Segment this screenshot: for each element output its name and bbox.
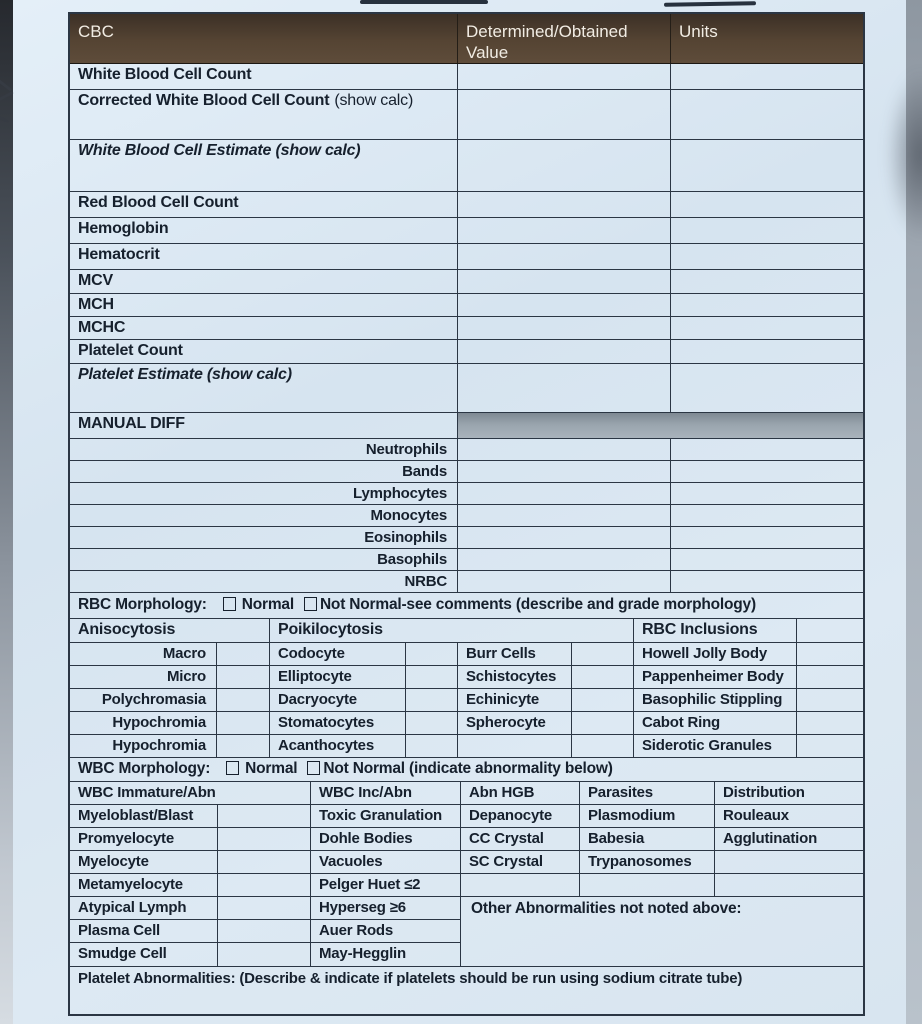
diff-row-neutrophils bbox=[70, 439, 863, 461]
parasite-label: Plasmodium bbox=[588, 807, 676, 824]
units-cell bbox=[670, 505, 863, 526]
wbc-grid-header bbox=[70, 782, 863, 805]
option-normal: Normal bbox=[245, 760, 298, 777]
header-units: Units bbox=[670, 14, 863, 63]
grade-cell bbox=[405, 643, 457, 665]
poikilocytosis-label: Echinicyte bbox=[466, 691, 540, 708]
grade-cell bbox=[796, 666, 863, 688]
units-cell bbox=[670, 270, 863, 293]
grade-cell bbox=[216, 666, 269, 688]
diff-label: Bands bbox=[402, 463, 447, 480]
rbc-grid-row bbox=[70, 666, 863, 689]
value-cell bbox=[457, 527, 670, 548]
row-platelet-estimate bbox=[70, 364, 863, 413]
rbc-grid-row bbox=[70, 712, 863, 735]
row-wbc-estimate bbox=[70, 140, 863, 192]
grade-cell bbox=[217, 897, 310, 919]
parasite-label: Babesia bbox=[588, 830, 645, 847]
row-mchc bbox=[70, 317, 863, 340]
units-cell bbox=[670, 218, 863, 243]
row-rbc-count bbox=[70, 192, 863, 218]
checkbox-normal-icon bbox=[226, 761, 239, 775]
header-distribution: Distribution bbox=[714, 782, 863, 804]
header-rbc-inclusions: RBC Inclusions bbox=[633, 619, 796, 642]
grade-cell bbox=[571, 666, 633, 688]
wbc-grid-row bbox=[70, 920, 460, 943]
inclusion-label: Howell Jolly Body bbox=[642, 645, 767, 662]
row-label: White Blood Cell Estimate (show calc) bbox=[78, 142, 361, 159]
row-label: MCV bbox=[78, 272, 113, 289]
wbc-grid-bottom bbox=[70, 897, 863, 967]
units-cell bbox=[670, 461, 863, 482]
grade-cell bbox=[571, 735, 633, 757]
value-cell bbox=[457, 364, 670, 412]
diff-row-eosinophils bbox=[70, 527, 863, 549]
grade-cell bbox=[571, 712, 633, 734]
wbc-grid-row bbox=[70, 897, 460, 920]
row-hemoglobin bbox=[70, 218, 863, 244]
value-cell bbox=[457, 140, 670, 191]
poikilocytosis-label: Dacryocyte bbox=[278, 691, 357, 708]
value-cell bbox=[457, 571, 670, 592]
distribution-label: Agglutination bbox=[723, 830, 818, 847]
units-cell bbox=[670, 317, 863, 339]
row-platelet-count bbox=[70, 340, 863, 364]
poikilocytosis-label: Stomatocytes bbox=[278, 714, 374, 731]
diff-row-nrbc bbox=[70, 571, 863, 593]
diff-row-monocytes bbox=[70, 505, 863, 527]
row-label: Corrected White Blood Cell Count bbox=[78, 92, 330, 109]
poikilocytosis-label: Acanthocytes bbox=[278, 737, 374, 754]
platelet-abnormalities-row bbox=[70, 967, 863, 1014]
inclusion-label: Siderotic Granules bbox=[642, 737, 772, 754]
anisocytosis-label: Macro bbox=[162, 645, 206, 662]
checkbox-not-normal-icon bbox=[304, 597, 317, 611]
grade-cell bbox=[405, 712, 457, 734]
value-cell bbox=[457, 192, 670, 217]
value-cell bbox=[457, 439, 670, 460]
row-wbc-count bbox=[70, 64, 863, 90]
units-cell bbox=[670, 549, 863, 570]
wbc-grid-row bbox=[70, 851, 863, 874]
diff-row-bands bbox=[70, 461, 863, 483]
diff-label: NRBC bbox=[404, 573, 447, 590]
value-cell bbox=[457, 90, 670, 139]
grade-cell bbox=[796, 689, 863, 711]
row-hematocrit bbox=[70, 244, 863, 270]
grade-cell bbox=[405, 735, 457, 757]
row-label: Red Blood Cell Count bbox=[78, 194, 239, 211]
wbc-morphology-heading: WBC Morphology: bbox=[78, 760, 211, 777]
value-cell bbox=[457, 244, 670, 269]
units-cell bbox=[670, 64, 863, 89]
diff-row-lymphocytes bbox=[70, 483, 863, 505]
header-parasites: Parasites bbox=[579, 782, 714, 804]
parasite-label: Trypanosomes bbox=[588, 853, 692, 870]
rbc-grid-row bbox=[70, 643, 863, 666]
cbc-form-table bbox=[68, 12, 865, 1016]
row-label: Platelet Count bbox=[78, 342, 183, 359]
header-abn-hgb: Abn HGB bbox=[460, 782, 579, 804]
immature-label: Smudge Cell bbox=[78, 945, 167, 962]
row-label: White Blood Cell Count bbox=[78, 66, 252, 83]
grade-cell bbox=[217, 828, 310, 850]
value-cell bbox=[457, 317, 670, 339]
value-cell bbox=[457, 218, 670, 243]
inc-abn-label: Vacuoles bbox=[319, 853, 383, 870]
rbc-grid-header bbox=[70, 619, 863, 643]
inc-abn-label: Dohle Bodies bbox=[319, 830, 413, 847]
row-label: Hematocrit bbox=[78, 246, 160, 263]
value-cell bbox=[457, 270, 670, 293]
cutoff-mark bbox=[360, 0, 488, 4]
units-cell bbox=[670, 527, 863, 548]
poikilocytosis-label: Schistocytes bbox=[466, 668, 557, 685]
inclusion-label: Basophilic Stippling bbox=[642, 691, 783, 708]
units-cell bbox=[670, 140, 863, 191]
poikilocytosis-label: Codocyte bbox=[278, 645, 345, 662]
header-cbc: CBC bbox=[78, 22, 114, 41]
wbc-grid-row bbox=[70, 943, 460, 966]
handwriting-mark bbox=[0, 91, 14, 102]
wbc-grid-row bbox=[70, 874, 863, 897]
header-anisocytosis: Anisocytosis bbox=[78, 621, 176, 638]
grade-cell bbox=[217, 943, 310, 966]
immature-label: Plasma Cell bbox=[78, 922, 161, 939]
grade-cell bbox=[571, 689, 633, 711]
units-cell bbox=[670, 483, 863, 504]
option-not-normal: Not Normal-see comments (describe and grade morphology) bbox=[319, 596, 756, 613]
units-cell bbox=[670, 294, 863, 316]
rbc-grid-row bbox=[70, 735, 863, 758]
value-cell bbox=[457, 461, 670, 482]
grade-cell bbox=[216, 689, 269, 711]
diff-label: Neutrophils bbox=[365, 441, 447, 458]
background-left-edge bbox=[0, 0, 13, 1024]
units-cell bbox=[670, 244, 863, 269]
immature-label: Myeloblast/Blast bbox=[78, 807, 194, 824]
poikilocytosis-label: Spherocyte bbox=[466, 714, 546, 731]
rbc-grid-row bbox=[70, 689, 863, 712]
inclusion-label: Cabot Ring bbox=[642, 714, 720, 731]
anisocytosis-label: Hypochromia bbox=[112, 714, 206, 731]
diff-label: Monocytes bbox=[370, 507, 447, 524]
row-label: MCHC bbox=[78, 319, 126, 336]
anisocytosis-label: Micro bbox=[166, 668, 206, 685]
grade-cell bbox=[217, 805, 310, 827]
row-manual-diff bbox=[70, 413, 863, 439]
diff-row-basophils bbox=[70, 549, 863, 571]
grade-cell bbox=[405, 689, 457, 711]
value-cell bbox=[457, 294, 670, 316]
value-cell bbox=[457, 64, 670, 89]
option-normal: Normal bbox=[241, 596, 294, 613]
row-corrected-wbc bbox=[70, 90, 863, 140]
grade-cell bbox=[216, 735, 269, 757]
wbc-morphology-line bbox=[70, 758, 863, 782]
row-label: Platelet Estimate (show calc) bbox=[78, 366, 292, 383]
platelet-abnormalities-label: Platelet Abnormalities: (Describe & indicate if platelets should be run using sodium citrate tube) bbox=[78, 970, 743, 987]
grade-cell bbox=[216, 712, 269, 734]
table-header-row bbox=[70, 14, 863, 64]
units-cell bbox=[670, 192, 863, 217]
immature-label: Metamyelocyte bbox=[78, 876, 183, 893]
grade-cell bbox=[796, 735, 863, 757]
value-cell bbox=[457, 340, 670, 363]
value-cell bbox=[457, 483, 670, 504]
abn-hgb-label: SC Crystal bbox=[469, 853, 543, 870]
header-determined-value: Determined/Obtained Value bbox=[457, 14, 670, 63]
units-cell bbox=[670, 90, 863, 139]
grade-cell bbox=[571, 643, 633, 665]
other-abnormalities-cell: Other Abnormalities not noted above: bbox=[460, 897, 863, 966]
rbc-morphology-line bbox=[70, 593, 863, 619]
checkbox-not-normal-icon bbox=[307, 761, 320, 775]
diff-label: Basophils bbox=[377, 551, 447, 568]
abn-hgb-label: Depanocyte bbox=[469, 807, 553, 824]
header-poikilocytosis: Poikilocytosis bbox=[269, 619, 633, 642]
grade-cell bbox=[796, 712, 863, 734]
inc-abn-label: Toxic Granulation bbox=[319, 807, 443, 824]
diff-label: Lymphocytes bbox=[353, 485, 447, 502]
rbc-morphology-heading: RBC Morphology: bbox=[78, 596, 207, 613]
immature-label: Myelocyte bbox=[78, 853, 149, 870]
inc-abn-label: May-Hegglin bbox=[319, 945, 406, 962]
poikilocytosis-label: Elliptocyte bbox=[278, 668, 352, 685]
grade-cell bbox=[217, 851, 310, 873]
row-note: (show calc) bbox=[334, 92, 414, 109]
inc-abn-label: Auer Rods bbox=[319, 922, 394, 939]
wbc-grid-row bbox=[70, 828, 863, 851]
grade-cell bbox=[217, 920, 310, 942]
inc-abn-label: Pelger Huet ≤2 bbox=[319, 876, 421, 893]
checkbox-normal-icon bbox=[223, 597, 236, 611]
units-cell bbox=[670, 364, 863, 412]
handwriting-mark bbox=[0, 79, 12, 91]
units-cell bbox=[670, 340, 863, 363]
anisocytosis-label: Hypochromia bbox=[112, 737, 206, 754]
distribution-label: Rouleaux bbox=[723, 807, 789, 824]
manual-diff-label: MANUAL DIFF bbox=[78, 415, 185, 432]
handwriting-mark bbox=[0, 116, 9, 123]
inclusion-label: Pappenheimer Body bbox=[642, 668, 784, 685]
value-cell bbox=[457, 549, 670, 570]
grade-cell bbox=[796, 619, 863, 642]
immature-label: Atypical Lymph bbox=[78, 899, 187, 916]
poikilocytosis-label: Burr Cells bbox=[466, 645, 536, 662]
option-not-normal: Not Normal (indicate abnormality below) bbox=[323, 760, 613, 777]
row-label: Hemoglobin bbox=[78, 220, 169, 237]
row-label: MCH bbox=[78, 296, 114, 313]
value-cell bbox=[457, 505, 670, 526]
units-cell bbox=[670, 571, 863, 592]
anisocytosis-label: Polychromasia bbox=[101, 691, 206, 708]
grade-cell bbox=[405, 666, 457, 688]
units-cell bbox=[670, 439, 863, 460]
header-wbc-inc: WBC Inc/Abn bbox=[310, 782, 460, 804]
wbc-grid-row bbox=[70, 805, 863, 828]
inc-abn-label: Hyperseg ≥6 bbox=[319, 899, 406, 916]
immature-label: Promyelocyte bbox=[78, 830, 174, 847]
header-wbc-immature: WBC Immature/Abn bbox=[78, 784, 216, 801]
shaded-bar bbox=[457, 413, 863, 438]
grade-cell bbox=[216, 643, 269, 665]
row-mch bbox=[70, 294, 863, 317]
grade-cell bbox=[217, 874, 310, 896]
row-mcv bbox=[70, 270, 863, 294]
diff-label: Eosinophils bbox=[364, 529, 447, 546]
abn-hgb-label: CC Crystal bbox=[469, 830, 544, 847]
grade-cell bbox=[796, 643, 863, 665]
